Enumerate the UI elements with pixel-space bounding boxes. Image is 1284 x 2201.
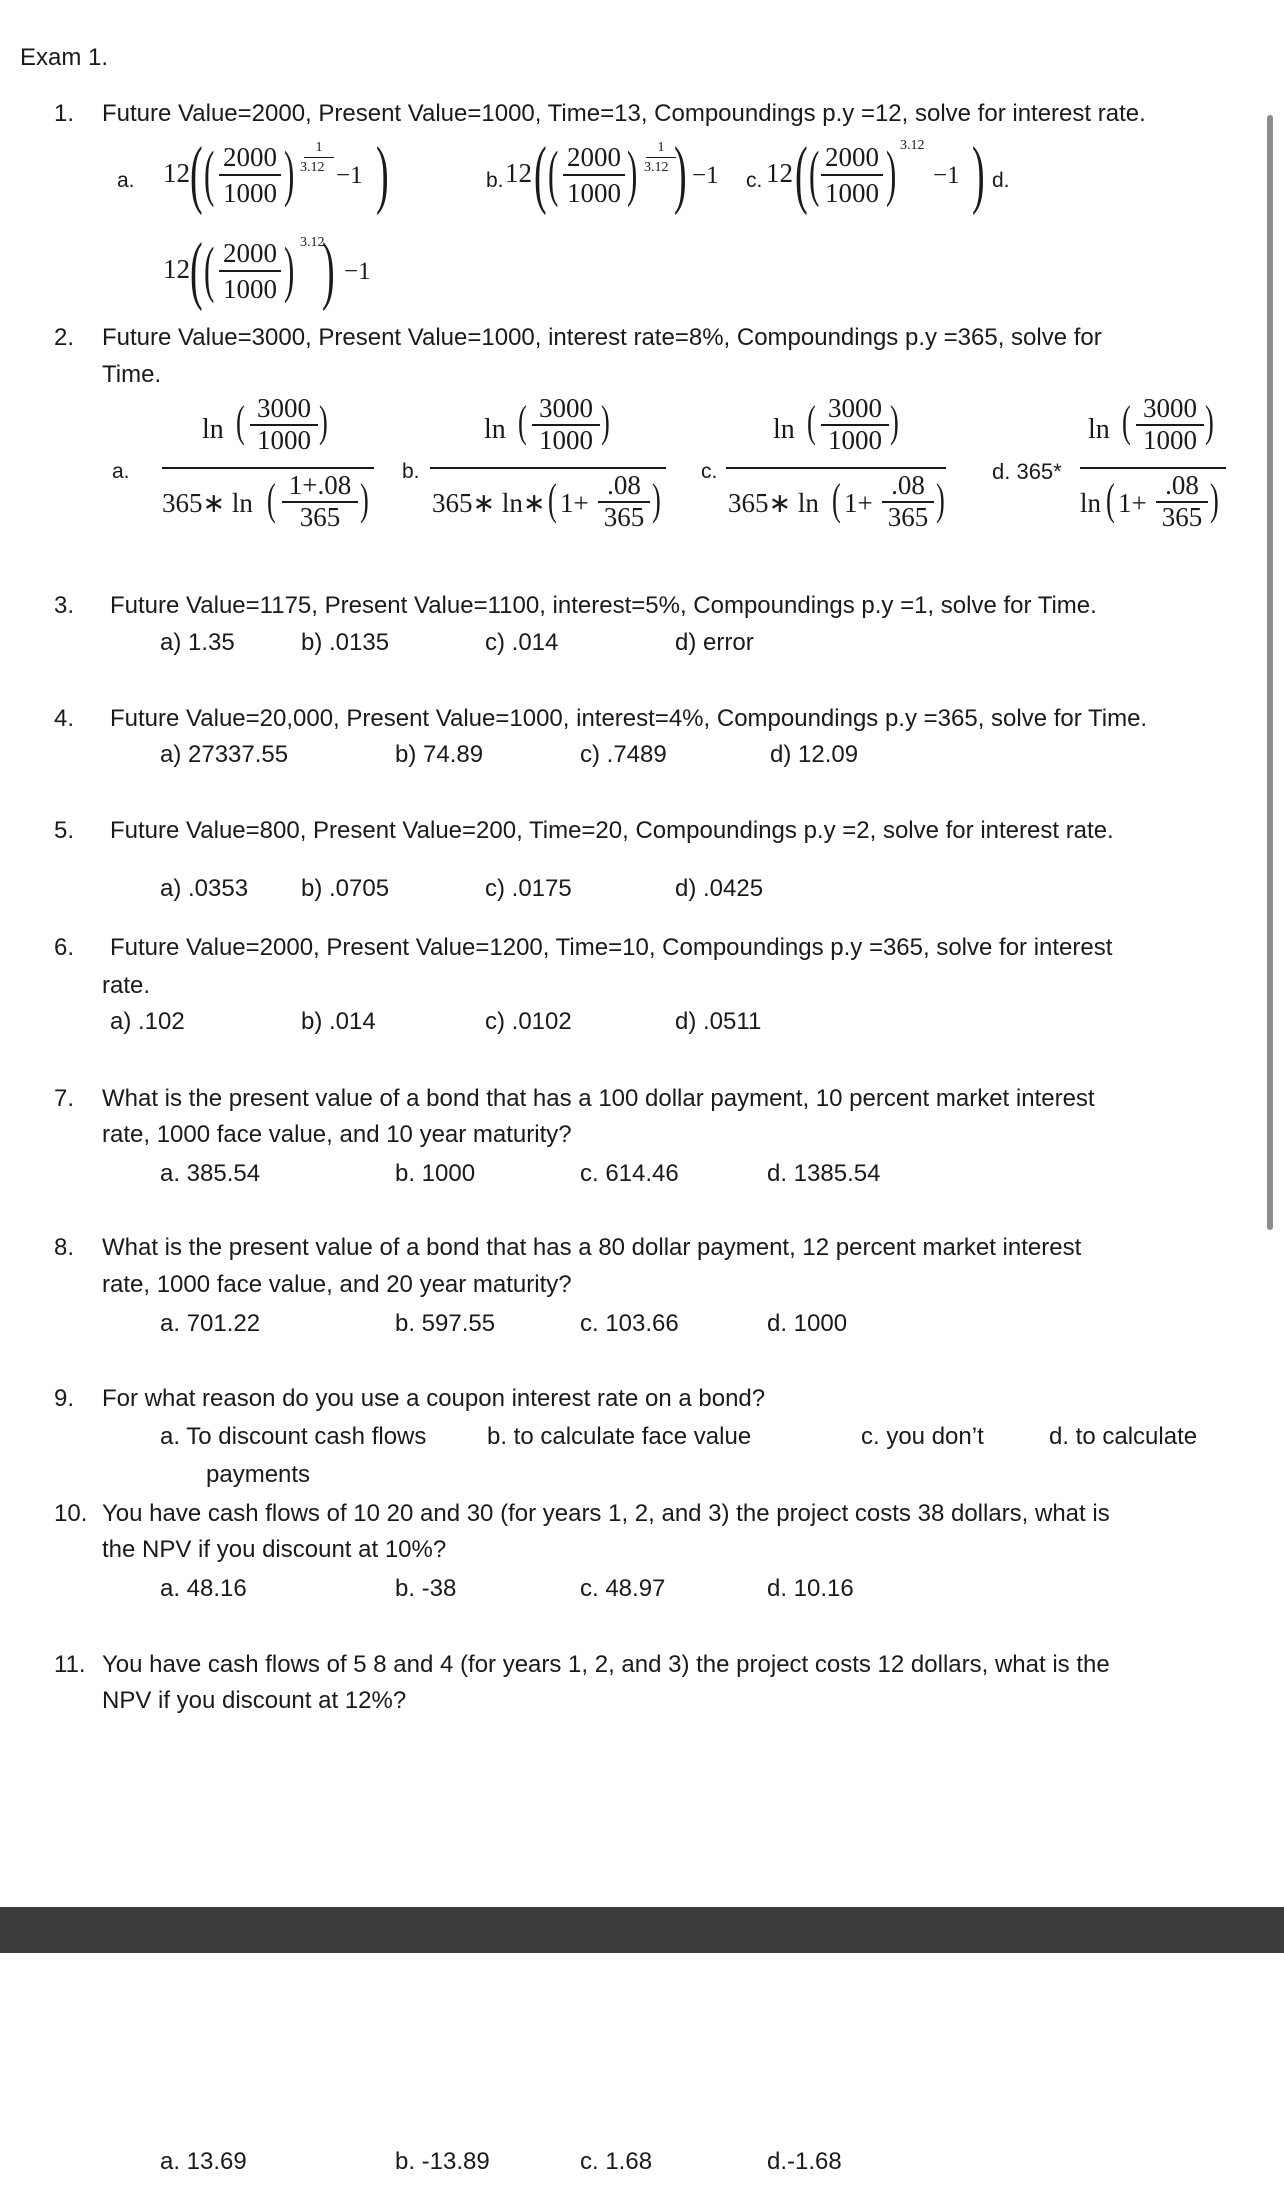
outer-paren-close: ) <box>972 132 985 216</box>
option-d[interactable]: d. 10.16 <box>767 1575 854 1602</box>
exponent-numerator: 1 <box>657 140 665 155</box>
den-top: 1+.08 <box>288 470 352 500</box>
one-plus: 1+ <box>844 488 873 518</box>
option-label: b. <box>402 460 420 483</box>
option-b[interactable]: b) .014 <box>301 1008 376 1035</box>
rate: .08 <box>1165 470 1199 500</box>
exponent: 3.12 <box>900 138 925 153</box>
ln-label: ln <box>484 414 506 445</box>
paren-close: ) <box>1210 475 1219 524</box>
option-d[interactable]: d) 12.09 <box>770 741 859 768</box>
main-fraction-bar <box>162 467 374 469</box>
question-text: Future Value=2000, Present Value=1000, Time=13, Compoundings p.y =12, solve for interest rate. <box>102 100 1146 127</box>
outer-paren-open: ( <box>795 132 808 216</box>
question-number: 7. <box>54 1085 75 1112</box>
minus-one: −1 <box>344 258 371 285</box>
paren-close: ) <box>360 475 369 524</box>
rate: .08 <box>891 470 925 500</box>
option-a[interactable]: a) 27337.55 <box>160 741 289 768</box>
inner-paren-close: ) <box>284 236 295 304</box>
paren-close: ) <box>890 397 899 446</box>
outer-paren-open: ( <box>534 132 547 216</box>
question-number: 3. <box>54 592 75 619</box>
numerator: 3000 <box>257 393 311 423</box>
option-a[interactable]: a. 385.54 <box>160 1160 261 1187</box>
outer-paren-open: ( <box>190 228 203 312</box>
question-text-continued: the NPV if you discount at 10%? <box>102 1536 447 1563</box>
paren-close: ) <box>652 475 661 524</box>
exponent-bar <box>646 157 676 158</box>
fraction-denominator: 1000 <box>223 178 277 208</box>
den-prefix: ln <box>1080 488 1102 518</box>
paren-close: ) <box>319 397 328 446</box>
option-d[interactable]: d) .0425 <box>675 875 764 902</box>
coefficient: 12 <box>766 158 793 188</box>
option-label: b. <box>486 169 504 192</box>
option-c[interactable]: c) .0102 <box>485 1008 572 1035</box>
option-label: c. <box>746 169 763 192</box>
main-fraction-bar <box>430 467 666 469</box>
paren-close: ) <box>601 397 610 446</box>
coefficient: 12 <box>163 158 190 188</box>
outer-paren-close: ) <box>376 132 389 216</box>
option-label: a. <box>117 169 135 192</box>
coefficient: 12 <box>163 254 190 284</box>
option-a[interactable]: a. 701.22 <box>160 1310 261 1337</box>
denominator: 1000 <box>1143 425 1197 455</box>
question-number: 11. <box>54 1651 86 1678</box>
numerator: 3000 <box>539 393 593 423</box>
den-prefix: 365∗ ln <box>728 488 819 518</box>
exponent-denominator: 3.12 <box>644 160 669 175</box>
paren-open: ( <box>807 397 816 446</box>
question-number: 4. <box>54 705 75 732</box>
denominator: 1000 <box>257 425 311 455</box>
outer-paren-close: ) <box>674 132 687 216</box>
fraction-denominator: 1000 <box>567 178 621 208</box>
outer-paren-open: ( <box>190 132 203 216</box>
fraction-bar <box>219 174 281 176</box>
inner-paren-open: ( <box>204 140 215 208</box>
question-text: Future Value=20,000, Present Value=1000, interest=4%, Compoundings p.y =365, solve for Time. <box>110 705 1148 732</box>
denominator: 1000 <box>828 425 882 455</box>
ln-label: ln <box>1088 414 1110 445</box>
option-c[interactable]: c) .014 <box>485 629 559 656</box>
paren-close: ) <box>1205 397 1214 446</box>
exponent-denominator: 3.12 <box>300 160 325 175</box>
question-text-continued: rate. <box>102 972 151 999</box>
question-number: 2. <box>54 324 75 351</box>
main-fraction-bar <box>1080 467 1226 469</box>
denominator: 1000 <box>539 425 593 455</box>
inner-paren-open: ( <box>548 140 559 208</box>
paren-open: ( <box>1106 475 1115 524</box>
paren-open: ( <box>548 475 557 524</box>
fraction-bar <box>219 270 281 272</box>
question-text: You have cash flows of 5 8 and 4 (for years 1, 2, and 3) the project costs 12 dollars, what is the <box>102 1651 1110 1678</box>
exam-title: Exam 1. <box>20 44 109 71</box>
paren-open: ( <box>236 397 245 446</box>
option-d[interactable]: d. to calculate <box>1049 1423 1198 1450</box>
question-number: 9. <box>54 1385 75 1412</box>
numerator: 3000 <box>828 393 882 423</box>
option-c[interactable]: c. 103.66 <box>580 1310 679 1337</box>
inner-paren-open: ( <box>809 140 820 208</box>
inner-paren-close: ) <box>627 140 638 208</box>
question-number: 1. <box>54 100 75 127</box>
option-a[interactable]: a. To discount cash flows <box>160 1423 427 1450</box>
paren-open: ( <box>1122 397 1131 446</box>
fraction-numerator: 2000 <box>567 142 621 172</box>
question-text: What is the present value of a bond that has a 100 dollar payment, 10 percent market interest <box>102 1085 1095 1112</box>
numerator: 3000 <box>1143 393 1197 423</box>
option-b[interactable]: b. 1000 <box>395 1160 476 1187</box>
question-text: You have cash flows of 10 20 and 30 (for years 1, 2, and 3) the project costs 38 dollars, what is <box>102 1500 1110 1527</box>
paren-close: ) <box>936 475 945 524</box>
option-d[interactable]: d.-1.68 <box>767 2148 842 2175</box>
option-b[interactable]: b) 74.89 <box>395 741 484 768</box>
option-a[interactable]: a. 13.69 <box>160 2148 247 2175</box>
option-c[interactable]: c) .7489 <box>580 741 667 768</box>
days: 365 <box>887 502 929 532</box>
option-d[interactable]: d. 1385.54 <box>767 1160 881 1187</box>
option-c[interactable]: c. 48.97 <box>580 1575 666 1602</box>
inner-paren-open: ( <box>204 236 215 304</box>
question-number: 6. <box>54 934 75 961</box>
option-b[interactable]: b) .0135 <box>301 629 390 656</box>
outer-paren-close: ) <box>322 228 335 312</box>
vertical-scrollbar[interactable] <box>1267 115 1273 1230</box>
inner-paren-close: ) <box>886 140 897 208</box>
exponent-numerator: 1 <box>315 140 323 155</box>
one-plus: 1+ <box>1118 488 1147 518</box>
option-a[interactable]: a. 48.16 <box>160 1575 247 1602</box>
minus-one: −1 <box>336 162 363 189</box>
option-a[interactable]: a) .0353 <box>160 875 249 902</box>
question-text: Future Value=3000, Present Value=1000, interest rate=8%, Compoundings p.y =365, solve for <box>102 324 1102 351</box>
screenshot-divider-band <box>0 1907 1284 1953</box>
question-number: 8. <box>54 1234 75 1261</box>
exponent-bar <box>304 157 334 158</box>
option-b[interactable]: b. 597.55 <box>395 1310 496 1337</box>
option-a[interactable]: a) 1.35 <box>160 629 235 656</box>
question-text: Future Value=2000, Present Value=1200, Time=10, Compoundings p.y =365, solve for interest <box>110 934 1113 961</box>
fraction-bar <box>821 174 883 176</box>
paren-open: ( <box>267 475 276 524</box>
option-c[interactable]: c. 1.68 <box>580 2148 653 2175</box>
den-bottom: 365 <box>299 502 341 532</box>
question-text-continued: Time. <box>102 361 162 388</box>
days: 365 <box>603 502 645 532</box>
fraction-numerator: 2000 <box>223 142 277 172</box>
minus-one: −1 <box>692 162 719 189</box>
den-prefix: 365∗ ln∗ <box>432 488 546 518</box>
ln-label: ln <box>773 414 795 445</box>
option-b[interactable]: b. -13.89 <box>395 2148 490 2175</box>
rate: .08 <box>607 470 641 500</box>
fraction-bar <box>563 174 625 176</box>
main-fraction-bar <box>726 467 946 469</box>
option-label: d. <box>992 169 1010 192</box>
den-prefix: 365∗ ln <box>162 488 253 518</box>
option-d[interactable]: d) .0511 <box>675 1008 762 1035</box>
question-text: For what reason do you use a coupon interest rate on a bond? <box>102 1385 766 1412</box>
option-label: d. 365* <box>992 459 1062 484</box>
inner-paren-close: ) <box>284 140 295 208</box>
fraction-numerator: 2000 <box>825 142 879 172</box>
option-d[interactable]: d) error <box>675 629 754 656</box>
option-c[interactable]: c. 614.46 <box>580 1160 679 1187</box>
question-text-continued: rate, 1000 face value, and 20 year maturity? <box>102 1271 572 1298</box>
ln-label: ln <box>202 414 224 445</box>
option-d-continued: payments <box>206 1461 311 1488</box>
paren-open: ( <box>518 397 527 446</box>
option-b[interactable]: b) .0705 <box>301 875 390 902</box>
question-number: 10. <box>54 1500 88 1527</box>
minus-one: −1 <box>933 162 960 189</box>
fraction-denominator: 1000 <box>825 178 879 208</box>
option-a[interactable]: a) .102 <box>110 1008 185 1035</box>
exponent: 3.12 <box>300 235 325 250</box>
fraction-denominator: 1000 <box>223 274 277 304</box>
days: 365 <box>1161 502 1203 532</box>
question-text-continued: rate, 1000 face value, and 10 year maturity? <box>102 1121 572 1148</box>
question-text-continued: NPV if you discount at 12%? <box>102 1687 407 1714</box>
coefficient: 12 <box>505 158 532 188</box>
option-d[interactable]: d. 1000 <box>767 1310 848 1337</box>
option-b[interactable]: b. -38 <box>395 1575 457 1602</box>
question-text: What is the present value of a bond that has a 80 dollar payment, 12 percent market interest <box>102 1234 1082 1261</box>
question-text: Future Value=1175, Present Value=1100, interest=5%, Compoundings p.y =1, solve for Time. <box>110 592 1097 619</box>
fraction-numerator: 2000 <box>223 238 277 268</box>
option-b[interactable]: b. to calculate face value <box>487 1423 752 1450</box>
option-c[interactable]: c. you don’t <box>861 1423 984 1450</box>
option-label: c. <box>701 460 718 483</box>
option-label: a. <box>112 460 130 483</box>
option-c[interactable]: c) .0175 <box>485 875 572 902</box>
question-number: 5. <box>54 817 75 844</box>
paren-open: ( <box>832 475 841 524</box>
one-plus: 1+ <box>560 488 589 518</box>
question-text: Future Value=800, Present Value=200, Time=20, Compoundings p.y =2, solve for interest rate. <box>110 817 1114 844</box>
